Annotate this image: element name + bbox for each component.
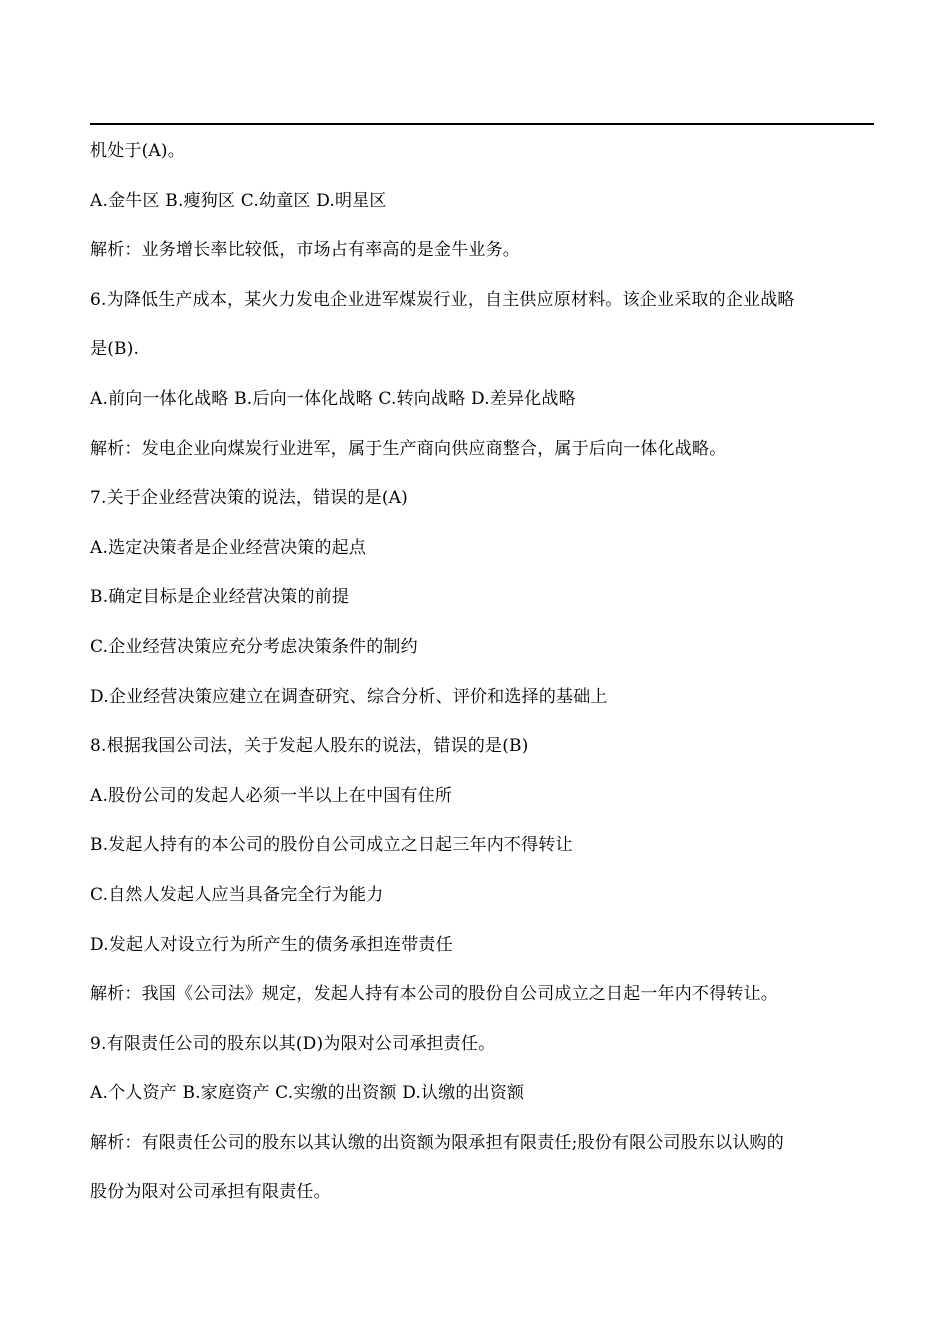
text-line: 解析：业务增长率比较低，市场占有率高的是金牛业务。 — [90, 240, 520, 261]
text-line: B.发起人持有的本公司的股份自公司成立之日起三年内不得转让 — [90, 835, 573, 856]
text-line: 机处于(A)。 — [90, 141, 185, 161]
text-line: D.发起人对设立行为所产生的债务承担连带责任 — [90, 934, 453, 955]
text-line: A.选定决策者是企业经营决策的起点 — [90, 537, 367, 558]
text-line: A.金牛区 B.瘦狗区 C.幼童区 D.明星区 — [90, 190, 387, 211]
header-rule — [90, 123, 874, 125]
text-line: A.前向一体化战略 B.后向一体化战略 C.转向战略 D.差异化战略 — [90, 388, 576, 409]
text-line: 解析：我国《公司法》规定，发起人持有本公司的股份自公司成立之日起一年内不得转让。 — [90, 984, 778, 1005]
text-line: B.确定目标是企业经营决策的前提 — [90, 587, 350, 608]
text-line: 7.关于企业经营决策的说法，错误的是(A) — [90, 488, 408, 509]
text-line: 8.根据我国公司法，关于发起人股东的说法，错误的是(B) — [90, 736, 529, 757]
text-line: 6.为降低生产成本，某火力发电企业进军煤炭行业，自主供应原材料。该企业采取的企业战略 — [90, 289, 795, 310]
text-line: D.企业经营决策应建立在调查研究、综合分析、评价和选择的基础上 — [90, 686, 608, 707]
text-line: 解析：发电企业向煤炭行业进军，属于生产商向供应商整合，属于后向一体化战略。 — [90, 438, 727, 459]
text-line: A.个人资产 B.家庭资产 C.实缴的出资额 D.认缴的出资额 — [90, 1083, 525, 1104]
text-line: C.自然人发起人应当具备完全行为能力 — [90, 884, 384, 905]
text-line: 解析：有限责任公司的股东以其认缴的出资额为限承担有限责任;股份有限公司股东以认购的 — [90, 1132, 784, 1153]
text-line: 股份为限对公司承担有限责任。 — [90, 1182, 331, 1203]
text-line: 是(B). — [90, 339, 140, 360]
text-line: A.股份公司的发起人必须一半以上在中国有住所 — [90, 785, 453, 806]
text-line: 9.有限责任公司的股东以其(D)为限对公司承担责任。 — [90, 1033, 496, 1054]
document-body — [90, 135, 874, 1226]
text-line: C.企业经营决策应充分考虑决策条件的制约 — [90, 636, 418, 657]
